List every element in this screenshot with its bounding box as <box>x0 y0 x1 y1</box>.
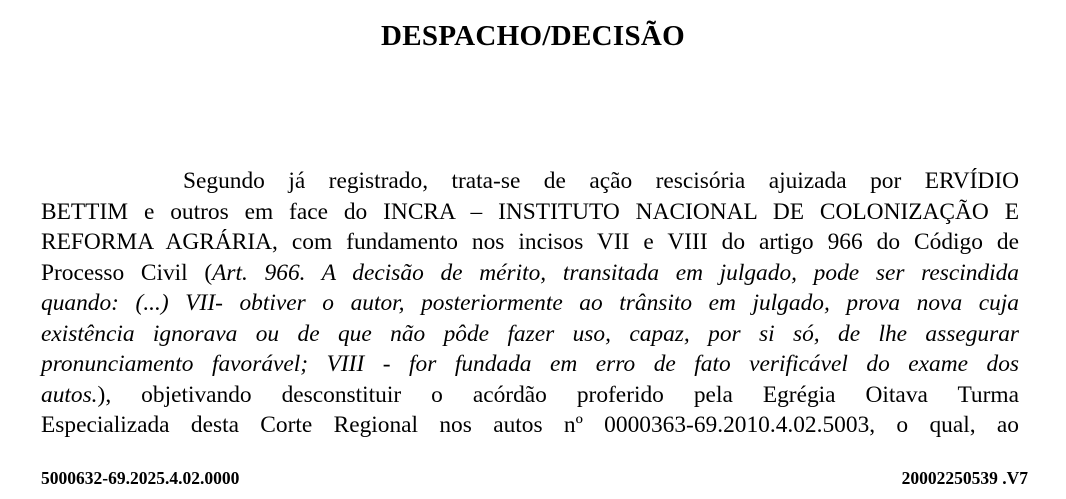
document-code: 20002250539 .V7 <box>901 468 1028 488</box>
quoted-law-text: existência ignorava ou de que não pôde fazer uso, capaz, por si só, de lhe assegurar <box>41 320 1019 347</box>
line-text: ), objetivando desconstituir o acórdão proferido pela Egrégia Oitava Turma <box>97 381 1019 408</box>
paragraph-line <box>41 197 1019 228</box>
document-title: DESPACHO/DECISÃO <box>381 20 685 52</box>
paragraph-line <box>41 227 1019 258</box>
paragraph-line <box>41 349 1019 380</box>
quoted-law-text: quando: (...) VII- obtiver o autor, posteriormente ao trânsito em julgado, prova nova cuja <box>41 290 1019 316</box>
paragraph-line <box>41 288 1019 319</box>
quoted-law-text: autos. <box>41 381 98 408</box>
paragraph-line <box>41 258 1019 289</box>
line-text: Segundo já registrado, trata-se de ação rescisória ajuizada por ERVÍDIO <box>183 168 1019 194</box>
line-text: Especializada desta Corte Regional nos autos nº 0000363-69.2010.4.02.5003, o qual, ao <box>41 412 1019 438</box>
line-text: Processo Civil ( <box>41 259 213 286</box>
paragraph-line <box>41 319 1019 350</box>
paragraph-line <box>41 410 1019 441</box>
quoted-law-text: Art. 966. A decisão de mérito, transitada em julgado, pode ser rescindida <box>212 259 1019 286</box>
line-text: REFORMA AGRÁRIA, com fundamento nos incisos VII e VIII do artigo 966 do Código de <box>41 229 1019 255</box>
paragraph-line <box>41 380 1019 411</box>
paragraph-line <box>41 166 1019 197</box>
body-paragraph <box>41 166 1019 441</box>
line-text: BETTIM e outros em face do INCRA – INSTITUTO NACIONAL DE COLONIZAÇÃO E <box>41 198 1019 225</box>
process-number: 5000632-69.2025.4.02.0000 <box>41 468 240 488</box>
quoted-law-text: pronunciamento favorável; VIII - for fundada em erro de fato verificável do exame dos <box>41 351 1019 377</box>
